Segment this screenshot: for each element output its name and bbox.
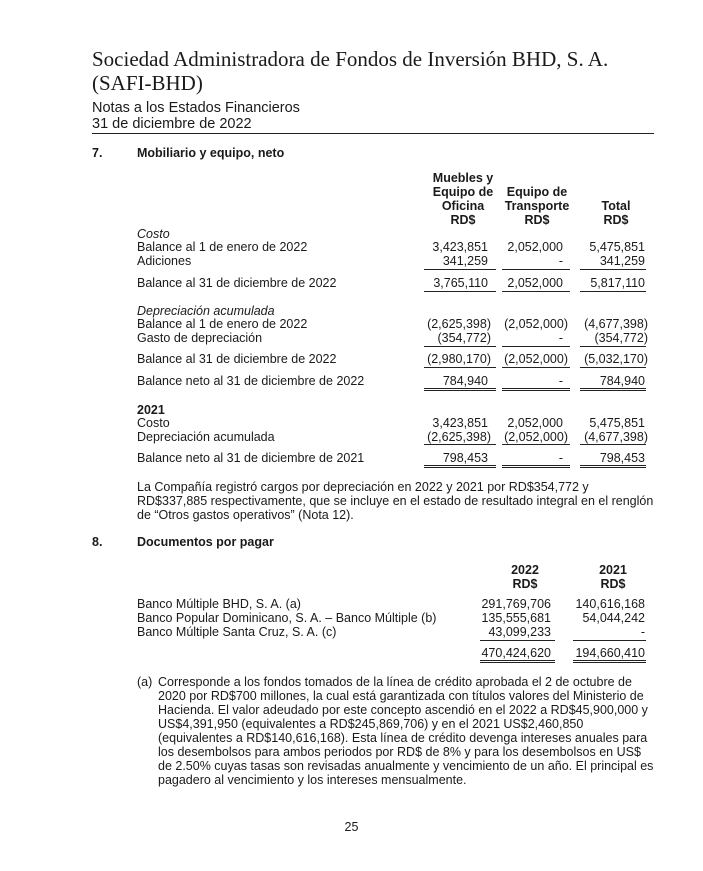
col-header-muebles-line: Oficina	[441, 199, 485, 213]
col-header-2021	[583, 563, 643, 591]
col-header-total-line: Total	[601, 199, 631, 213]
underline	[502, 367, 570, 368]
cell-transporte: -	[558, 254, 563, 268]
underline	[424, 346, 496, 347]
cell-muebles: 3,765,110	[433, 276, 488, 290]
cell-transporte: -	[558, 374, 563, 388]
cell-muebles: 3,423,851	[432, 416, 488, 430]
cell-total: 5,475,851	[589, 240, 645, 254]
col-header-muebles-line: Equipo de	[432, 185, 494, 199]
cell-2021: 140,616,168	[575, 597, 645, 611]
underline	[424, 367, 496, 368]
cell-transporte: 2,052,000	[507, 240, 563, 254]
note7-number: 7.	[92, 146, 103, 160]
col-header-total	[586, 199, 646, 227]
col-header-transporte-line: Equipo de	[506, 185, 568, 199]
cell-muebles: 341,259	[442, 254, 488, 268]
page-number: 25	[344, 820, 359, 834]
underline	[580, 367, 646, 368]
row-label: Balance neto al 31 de diciembre de 2022	[137, 374, 365, 388]
document-date: 31 de diciembre de 2022	[92, 116, 252, 132]
row-label: Banco Múltiple BHD, S. A. (a)	[137, 597, 301, 611]
document-subtitle: Notas a los Estados Financieros	[92, 100, 300, 116]
cell-muebles: (2,980,170)	[427, 352, 491, 366]
col-header-transporte	[497, 185, 577, 227]
double-underline	[424, 388, 496, 391]
row-label: Banco Múltiple Santa Cruz, S. A. (c)	[137, 625, 337, 639]
double-underline	[502, 388, 570, 391]
col-header-transporte-line: Transporte	[504, 199, 570, 213]
row-label: Gasto de depreciación	[137, 331, 263, 345]
section-label-costo: Costo	[137, 227, 170, 241]
underline	[502, 269, 570, 270]
section-label-depreciacion: Depreciación acumulada	[137, 304, 275, 318]
row-label: Costo	[137, 416, 170, 430]
cell-transporte: 2,052,000	[507, 416, 563, 430]
double-underline	[580, 388, 646, 391]
cell-total: 798,453	[599, 451, 645, 465]
row-label: Depreciación acumulada	[137, 430, 275, 444]
cell-2021: -	[640, 625, 645, 639]
cell-muebles: 784,940	[442, 374, 488, 388]
underline	[424, 269, 496, 270]
cell-muebles: 3,423,851	[432, 240, 488, 254]
note8-title: Documentos por pagar	[137, 535, 274, 549]
note7-paragraph: La Compañía registró cargos por depreciación en 2022 y 2021 por RD$354,772 y RD$337,885 respectivamente, que se incluye en el estado de resultado integral en el renglón de “Otros gastos operativos” (Nota 12).	[137, 480, 654, 522]
col-header-transporte-line: RD$	[524, 213, 550, 227]
cell-total: 341,259	[599, 254, 645, 268]
cell-transporte: (2,052,000)	[504, 430, 568, 444]
cell-total: (5,032,170)	[584, 352, 648, 366]
cell-total-2021: 194,660,410	[575, 646, 645, 660]
double-underline	[580, 465, 646, 468]
cell-transporte: (2,052,000)	[504, 317, 568, 331]
year-2021-heading: 2021	[137, 403, 165, 417]
cell-2022: 291,769,706	[481, 597, 551, 611]
col-header-2021-line: RD$	[600, 577, 626, 591]
cell-muebles: (354,772)	[437, 331, 491, 345]
row-label: Balance neto al 31 de diciembre de 2021	[137, 451, 365, 465]
cell-total: 784,940	[599, 374, 645, 388]
double-underline	[424, 465, 496, 468]
cell-transporte: 2,052,000	[507, 276, 563, 290]
header-divider	[92, 133, 654, 134]
row-label: Adiciones	[137, 254, 192, 268]
cell-total: (4,677,398)	[584, 317, 648, 331]
col-header-2022-line: 2022	[511, 563, 539, 577]
cell-total: 5,817,110	[590, 276, 645, 290]
row-label: Balance al 1 de enero de 2022	[137, 240, 308, 254]
col-header-muebles	[418, 171, 508, 227]
underline	[580, 269, 646, 270]
row-label: Balance al 31 de diciembre de 2022	[137, 352, 337, 366]
footnote-text: Corresponde a los fondos tomados de la línea de crédito aprobada el 2 de octubre de 2020 por RD$700 millones, la cual está garantizada con títulos valores del Ministerio de Hacienda. El valor adeudado por este concepto ascendió en el 2022 a RD$45,900,000 y US$4,391,950 (equivalentes a RD$245,869,706) y en el 2021 US$2,460,850 (equivalentes a RD$140,616,168). Esta línea de crédito devenga intereses anuales para los desembolsos para ambos periodos por RD$ de 8% y para los desembolsos en US$ de 2.50% cuyas tasas son revisadas anualmente y vencimiento de un año. El principal es pagadero al vencimiento y los intereses mensualmente.	[158, 675, 654, 787]
note7-title: Mobiliario y equipo, neto	[137, 146, 285, 160]
col-header-muebles-line: RD$	[450, 213, 476, 227]
cell-total: (4,677,398)	[584, 430, 648, 444]
underline	[480, 640, 555, 641]
cell-total: (354,772)	[594, 331, 648, 345]
underline	[424, 444, 496, 445]
company-name	[92, 47, 608, 95]
row-label: Banco Popular Dominicano, S. A. – Banco Múltiple (b)	[137, 611, 437, 625]
underline	[502, 291, 570, 292]
cell-2021: 54,044,242	[582, 611, 645, 625]
cell-total: 5,475,851	[589, 416, 645, 430]
cell-total-2022: 470,424,620	[481, 646, 551, 660]
double-underline	[502, 465, 570, 468]
col-header-2021-line: 2021	[599, 563, 627, 577]
footnote-marker: (a)	[137, 675, 153, 689]
cell-muebles: (2,625,398)	[427, 317, 491, 331]
underline	[502, 346, 570, 347]
company-name-line1: Sociedad Administradora de Fondos de Inversión BHD, S. A.	[92, 47, 609, 71]
underline	[580, 444, 646, 445]
cell-transporte: -	[558, 451, 563, 465]
underline	[424, 291, 496, 292]
underline	[580, 291, 646, 292]
cell-2022: 43,099,233	[488, 625, 551, 639]
col-header-muebles-line: Muebles y	[432, 171, 494, 185]
cell-muebles: 798,453	[442, 451, 488, 465]
col-header-total-line: RD$	[603, 213, 629, 227]
note8-number: 8.	[92, 535, 103, 549]
cell-transporte: (2,052,000)	[504, 352, 568, 366]
row-label: Balance al 31 de diciembre de 2022	[137, 276, 337, 290]
cell-2022: 135,555,681	[481, 611, 551, 625]
underline	[573, 640, 646, 641]
underline	[502, 444, 570, 445]
col-header-2022	[495, 563, 555, 591]
row-label: Balance al 1 de enero de 2022	[137, 317, 308, 331]
cell-muebles: (2,625,398)	[427, 430, 491, 444]
underline	[580, 346, 646, 347]
col-header-2022-line: RD$	[512, 577, 538, 591]
cell-transporte: -	[558, 331, 563, 345]
double-underline	[480, 660, 555, 663]
double-underline	[573, 660, 646, 663]
company-name-line2: (SAFI-BHD)	[92, 71, 203, 95]
